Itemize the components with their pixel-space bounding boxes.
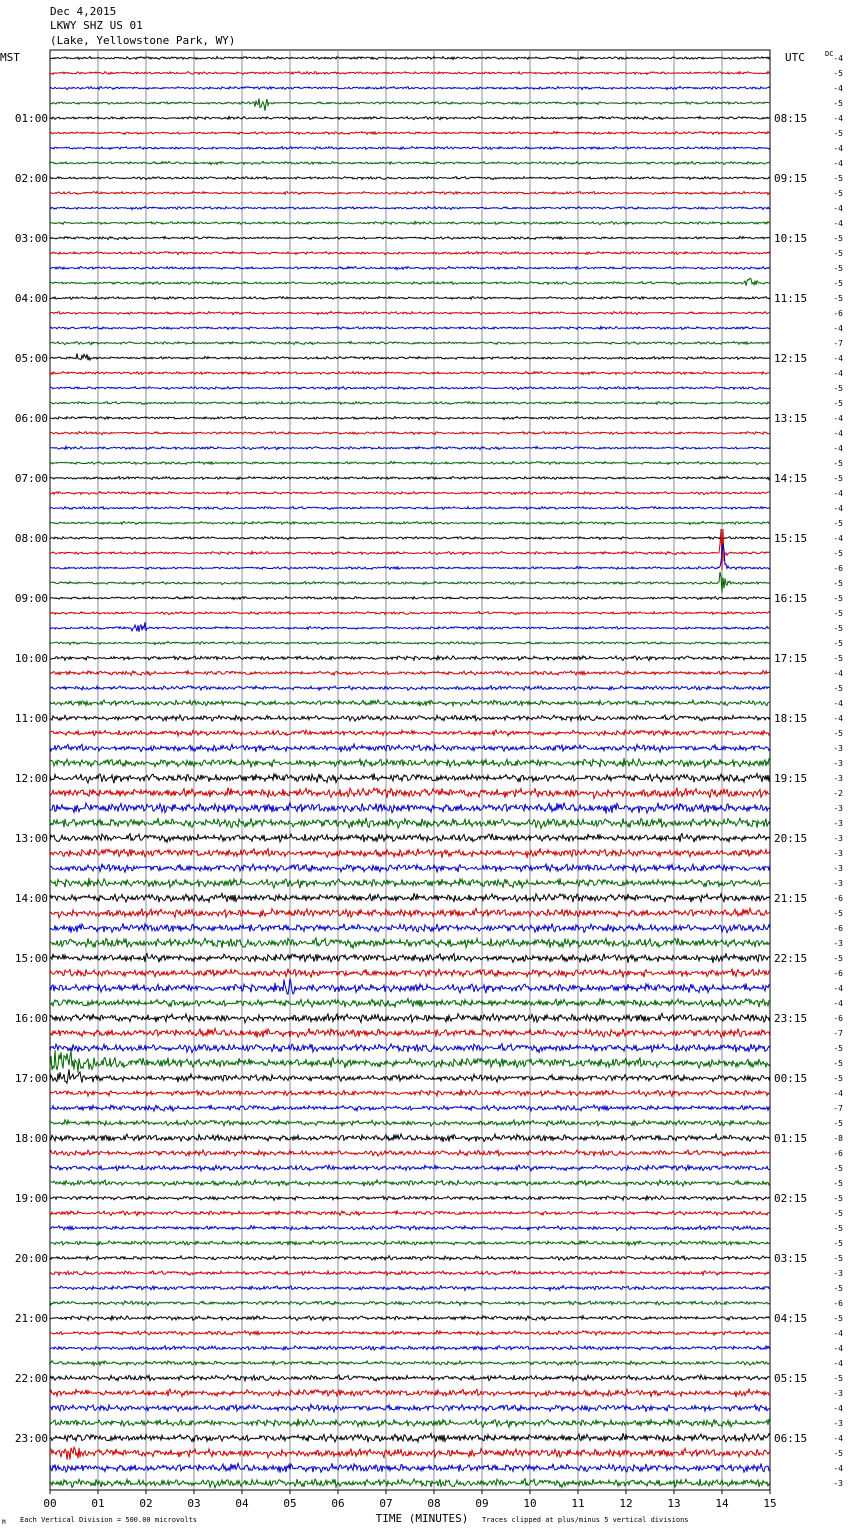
trace-line-93 [50, 1447, 770, 1459]
trace-line-27 [50, 461, 770, 464]
dc-offset-label: -3 [833, 939, 843, 948]
utc-hour-label: 19:15 [774, 772, 808, 785]
utc-hour-label: 23:15 [774, 1012, 808, 1025]
dc-offset-label: -6 [833, 309, 843, 318]
dc-offset-label: -4 [833, 714, 843, 723]
trace-line-10 [50, 206, 770, 209]
x-tick-label: 12 [619, 1497, 633, 1510]
trace-line-84 [50, 1315, 770, 1320]
trace-line-52 [50, 834, 770, 843]
mst-hour-label: 06:00 [14, 412, 48, 425]
dc-offset-label: -6 [833, 894, 843, 903]
dc-offset-label: -5 [833, 654, 843, 663]
trace-line-23 [50, 402, 770, 405]
trace-line-88 [50, 1375, 770, 1381]
trace-line-61 [50, 969, 770, 978]
dc-offset-label: -4 [833, 429, 843, 438]
dc-offset-label: -5 [833, 279, 843, 288]
trace-line-59 [50, 938, 770, 948]
dc-offset-label: -5 [833, 1224, 843, 1233]
x-axis-title: TIME (MINUTES) [375, 1512, 469, 1525]
dc-offset-label: -5 [833, 519, 843, 528]
trace-line-30 [50, 507, 770, 510]
trace-line-80 [50, 1256, 770, 1261]
dc-offset-label: -5 [833, 474, 843, 483]
trace-line-45 [50, 730, 770, 736]
trace-line-11 [50, 221, 770, 224]
trace-line-62 [50, 979, 770, 995]
dc-offset-label: -5 [833, 729, 843, 738]
utc-hour-label: 22:15 [774, 952, 808, 965]
trace-line-68 [50, 1069, 770, 1083]
dc-offset-label: -2 [833, 789, 843, 798]
dc-offset-label: -4 [833, 144, 843, 153]
x-tick-label: 09 [475, 1497, 489, 1510]
dc-offset-label: -5 [833, 639, 843, 648]
dc-offset-label: -5 [833, 249, 843, 258]
x-tick-label: 04 [235, 1497, 249, 1510]
trace-line-7 [50, 161, 770, 164]
dc-offset-label: -5 [833, 624, 843, 633]
dc-offset-label: -4 [833, 114, 843, 123]
dc-offset-label: -4 [833, 414, 843, 423]
x-tick-label: 11 [571, 1497, 585, 1510]
mst-hour-label: 09:00 [14, 592, 48, 605]
trace-line-89 [50, 1389, 770, 1397]
dc-offset-label: -6 [833, 564, 843, 573]
dc-offset-label: -4 [833, 219, 843, 228]
trace-line-31 [50, 521, 770, 524]
dc-offset-label: -5 [833, 594, 843, 603]
trace-line-64 [50, 1013, 770, 1022]
dc-offset-label: -4 [833, 999, 843, 1008]
clip-note: Traces clipped at plus/minus 5 vertical divisions [482, 1516, 689, 1524]
dc-offset-label: -6 [833, 1149, 843, 1158]
trace-line-81 [50, 1271, 770, 1275]
trace-line-91 [50, 1419, 770, 1428]
mst-hour-label: 22:00 [14, 1372, 48, 1385]
dc-offset-label: -4 [833, 159, 843, 168]
dc-offset-label: -3 [833, 849, 843, 858]
dc-offset-label: -4 [833, 669, 843, 678]
dc-offset-label: -6 [833, 969, 843, 978]
dc-offset-label: -5 [833, 189, 843, 198]
utc-hour-label: 03:15 [774, 1252, 808, 1265]
mst-hour-label: 16:00 [14, 1012, 48, 1025]
trace-line-82 [50, 1286, 770, 1291]
trace-line-3 [50, 98, 770, 111]
dc-offset-label: -3 [833, 834, 843, 843]
dc-offset-label: -4 [833, 1434, 843, 1443]
dc-offset-label: -5 [833, 1239, 843, 1248]
dc-offset-label: -4 [833, 504, 843, 513]
trace-line-72 [50, 1134, 770, 1142]
trace-line-94 [50, 1463, 770, 1472]
trace-line-86 [50, 1346, 770, 1351]
trace-line-76 [50, 1195, 770, 1200]
trace-line-6 [50, 147, 770, 150]
trace-line-18 [50, 326, 770, 329]
trace-line-13 [50, 252, 770, 255]
trace-line-85 [50, 1331, 770, 1336]
dc-offset-label: -4 [833, 324, 843, 333]
x-tick-label: 03 [187, 1497, 201, 1510]
dc-offset-label: -5 [833, 1449, 843, 1458]
trace-line-17 [50, 311, 770, 314]
dc-offset-label: -4 [833, 534, 843, 543]
trace-line-57 [50, 908, 770, 917]
dc-offset-label: -5 [833, 909, 843, 918]
dc-offset-label: -7 [833, 1104, 843, 1113]
dc-offset-label: -5 [833, 684, 843, 693]
mst-hour-label: 04:00 [14, 292, 48, 305]
dc-offset-label: -8 [833, 1134, 843, 1143]
mst-hour-label: 11:00 [14, 712, 48, 725]
trace-line-75 [50, 1180, 770, 1186]
trace-line-14 [50, 266, 770, 269]
dc-offset-label: -5 [833, 69, 843, 78]
trace-line-70 [50, 1105, 770, 1111]
mst-hour-label: 18:00 [14, 1132, 48, 1145]
utc-hour-label: 16:15 [774, 592, 808, 605]
mst-hour-label: 02:00 [14, 172, 48, 185]
x-tick-label: 00 [43, 1497, 57, 1510]
utc-hour-label: 18:15 [774, 712, 808, 725]
dc-offset-label: -4 [833, 1344, 843, 1353]
dc-header-label: DC [825, 50, 834, 58]
trace-line-78 [50, 1226, 770, 1231]
x-tick-label: 06 [331, 1497, 345, 1510]
x-tick-label: 08 [427, 1497, 441, 1510]
trace-line-77 [50, 1211, 770, 1216]
trace-line-28 [50, 476, 770, 479]
trace-line-38 [50, 622, 770, 632]
trace-line-2 [50, 86, 770, 89]
dc-offset-label: -3 [833, 774, 843, 783]
trace-line-87 [50, 1361, 770, 1366]
dc-offset-label: -4 [833, 354, 843, 363]
mst-hour-label: 05:00 [14, 352, 48, 365]
trace-line-71 [50, 1120, 770, 1126]
dc-offset-label: -4 [833, 699, 843, 708]
dc-offset-label: -4 [833, 84, 843, 93]
header-date: Dec 4,2015 [50, 5, 117, 18]
dc-offset-label: -3 [833, 819, 843, 828]
trace-line-56 [50, 893, 770, 902]
dc-offset-label: -5 [833, 1119, 843, 1128]
dc-offset-label: -3 [833, 1419, 843, 1428]
left-timezone-label: MST [0, 51, 20, 64]
mst-hour-label: 08:00 [14, 532, 48, 545]
dc-offset-label: -5 [833, 1284, 843, 1293]
trace-line-24 [50, 416, 770, 419]
dc-offset-label: -6 [833, 1299, 843, 1308]
dc-offset-label: -5 [833, 399, 843, 408]
trace-line-8 [50, 177, 770, 180]
x-tick-label: 05 [283, 1497, 297, 1510]
trace-line-5 [50, 131, 770, 134]
mst-hour-label: 19:00 [14, 1192, 48, 1205]
trace-line-32 [50, 537, 770, 540]
trace-line-9 [50, 192, 770, 195]
dc-offset-label: -5 [833, 1059, 843, 1068]
x-tick-label: 07 [379, 1497, 393, 1510]
trace-line-90 [50, 1404, 770, 1412]
utc-hour-label: 12:15 [774, 352, 808, 365]
mst-hour-label: 20:00 [14, 1252, 48, 1265]
mst-hour-label: 10:00 [14, 652, 48, 665]
trace-line-69 [50, 1090, 770, 1097]
dc-offset-label: -4 [833, 54, 843, 63]
trace-line-50 [50, 803, 770, 814]
mst-hour-label: 17:00 [14, 1072, 48, 1085]
mst-hour-label: 07:00 [14, 472, 48, 485]
utc-hour-label: 06:15 [774, 1432, 808, 1445]
dc-offset-label: -3 [833, 744, 843, 753]
utc-hour-label: 02:15 [774, 1192, 808, 1205]
trace-line-55 [50, 878, 770, 888]
dc-offset-label: -4 [833, 1329, 843, 1338]
x-tick-label: 13 [667, 1497, 681, 1510]
trace-line-47 [50, 758, 770, 768]
trace-line-95 [50, 1479, 770, 1488]
mst-hour-label: 13:00 [14, 832, 48, 845]
trace-line-35 [50, 572, 770, 593]
dc-offset-label: -5 [833, 1374, 843, 1383]
trace-line-37 [50, 612, 770, 615]
trace-line-22 [50, 387, 770, 390]
dc-offset-label: -4 [833, 1464, 843, 1473]
dc-offset-label: -5 [833, 1254, 843, 1263]
trace-line-42 [50, 686, 770, 691]
dc-offset-label: -5 [833, 1044, 843, 1053]
trace-line-53 [50, 848, 770, 858]
utc-hour-label: 05:15 [774, 1372, 808, 1385]
trace-line-43 [50, 700, 770, 706]
trace-line-26 [50, 446, 770, 449]
mst-hour-label: 21:00 [14, 1312, 48, 1325]
dc-offset-label: -3 [833, 804, 843, 813]
trace-line-1 [50, 72, 770, 75]
dc-offset-label: -5 [833, 1074, 843, 1083]
dc-offset-label: -4 [833, 204, 843, 213]
dc-offset-label: -5 [833, 234, 843, 243]
utc-hour-label: 17:15 [774, 652, 808, 665]
dc-offset-label: -5 [833, 954, 843, 963]
mst-hour-label: 12:00 [14, 772, 48, 785]
x-tick-label: 15 [763, 1497, 777, 1510]
trace-line-73 [50, 1150, 770, 1156]
trace-line-66 [50, 1044, 770, 1053]
dc-offset-label: -5 [833, 294, 843, 303]
dc-offset-label: -4 [833, 1404, 843, 1413]
trace-line-46 [50, 744, 770, 752]
utc-hour-label: 01:15 [774, 1132, 808, 1145]
trace-line-4 [50, 116, 770, 119]
dc-offset-label: -4 [833, 489, 843, 498]
x-tick-label: 02 [139, 1497, 153, 1510]
trace-line-19 [50, 342, 770, 345]
trace-line-83 [50, 1301, 770, 1306]
dc-offset-label: -4 [833, 1359, 843, 1368]
dc-offset-label: -5 [833, 1179, 843, 1188]
mst-hour-label: 14:00 [14, 892, 48, 905]
trace-line-40 [50, 655, 770, 660]
trace-line-34 [50, 544, 770, 569]
trace-line-33 [50, 529, 770, 571]
utc-hour-label: 04:15 [774, 1312, 808, 1325]
dc-offset-label: -3 [833, 879, 843, 888]
utc-hour-label: 08:15 [774, 112, 808, 125]
dc-offset-label: -7 [833, 339, 843, 348]
dc-offset-label: -3 [833, 1269, 843, 1278]
dc-offset-label: -4 [833, 984, 843, 993]
trace-line-49 [50, 787, 770, 798]
dc-offset-label: -4 [833, 444, 843, 453]
trace-line-41 [50, 671, 770, 676]
trace-line-74 [50, 1165, 770, 1171]
dc-offset-label: -5 [833, 264, 843, 273]
utc-hour-label: 15:15 [774, 532, 808, 545]
mst-hour-label: 15:00 [14, 952, 48, 965]
mst-hour-label: 23:00 [14, 1432, 48, 1445]
dc-offset-label: -4 [833, 1089, 843, 1098]
dc-offset-label: -5 [833, 174, 843, 183]
utc-hour-label: 09:15 [774, 172, 808, 185]
trace-line-29 [50, 491, 770, 494]
trace-line-36 [50, 596, 770, 599]
mst-hour-label: 03:00 [14, 232, 48, 245]
dc-offset-label: -5 [833, 609, 843, 618]
dc-offset-label: -5 [833, 99, 843, 108]
trace-line-20 [50, 354, 770, 361]
dc-offset-label: -5 [833, 579, 843, 588]
trace-line-44 [50, 715, 770, 721]
x-tick-label: 14 [715, 1497, 729, 1510]
x-tick-label: 01 [91, 1497, 105, 1510]
right-timezone-label: UTC [785, 51, 805, 64]
trace-line-48 [50, 773, 770, 783]
dc-offset-label: -5 [833, 384, 843, 393]
trace-line-25 [50, 432, 770, 435]
trace-line-63 [50, 998, 770, 1007]
dc-offset-label: -3 [833, 864, 843, 873]
trace-line-92 [50, 1433, 770, 1442]
dc-offset-label: -3 [833, 1479, 843, 1488]
trace-line-16 [50, 297, 770, 300]
dc-offset-label: -3 [833, 759, 843, 768]
mst-hour-label: 01:00 [14, 112, 48, 125]
dc-offset-label: -7 [833, 1029, 843, 1038]
dc-offset-label: -5 [833, 549, 843, 558]
corner-mark: M [2, 1519, 6, 1526]
dc-offset-label: -5 [833, 1194, 843, 1203]
utc-hour-label: 00:15 [774, 1072, 808, 1085]
dc-offset-label: -5 [833, 1209, 843, 1218]
dc-offset-label: -5 [833, 1164, 843, 1173]
utc-hour-label: 13:15 [774, 412, 808, 425]
trace-line-67 [50, 1050, 770, 1072]
trace-line-12 [50, 236, 770, 239]
dc-offset-label: -5 [833, 1314, 843, 1323]
x-tick-label: 10 [523, 1497, 537, 1510]
trace-line-39 [50, 641, 770, 644]
dc-offset-label: -6 [833, 1014, 843, 1023]
scale-note: Each Vertical Division = 500.00 microvolts [20, 1516, 198, 1524]
header-station: LKWY SHZ US 01 [50, 19, 143, 32]
trace-line-54 [50, 864, 770, 873]
trace-line-60 [50, 953, 770, 963]
chart-traces [50, 57, 770, 1488]
utc-hour-label: 21:15 [774, 892, 808, 905]
trace-line-65 [50, 1028, 770, 1037]
utc-hour-label: 14:15 [774, 472, 808, 485]
dc-offset-label: -5 [833, 459, 843, 468]
dc-offset-label: -6 [833, 924, 843, 933]
trace-line-0 [50, 57, 770, 60]
trace-line-51 [50, 818, 770, 829]
trace-line-21 [50, 371, 770, 374]
dc-offset-label: -4 [833, 369, 843, 378]
utc-hour-label: 10:15 [774, 232, 808, 245]
trace-line-15 [50, 278, 770, 285]
utc-hour-label: 20:15 [774, 832, 808, 845]
utc-hour-label: 11:15 [774, 292, 808, 305]
trace-line-58 [50, 923, 770, 932]
dc-offset-label: -3 [833, 1389, 843, 1398]
header-location: (Lake, Yellowstone Park, WY) [50, 34, 236, 47]
dc-offset-label: -5 [833, 129, 843, 138]
trace-line-79 [50, 1241, 770, 1246]
